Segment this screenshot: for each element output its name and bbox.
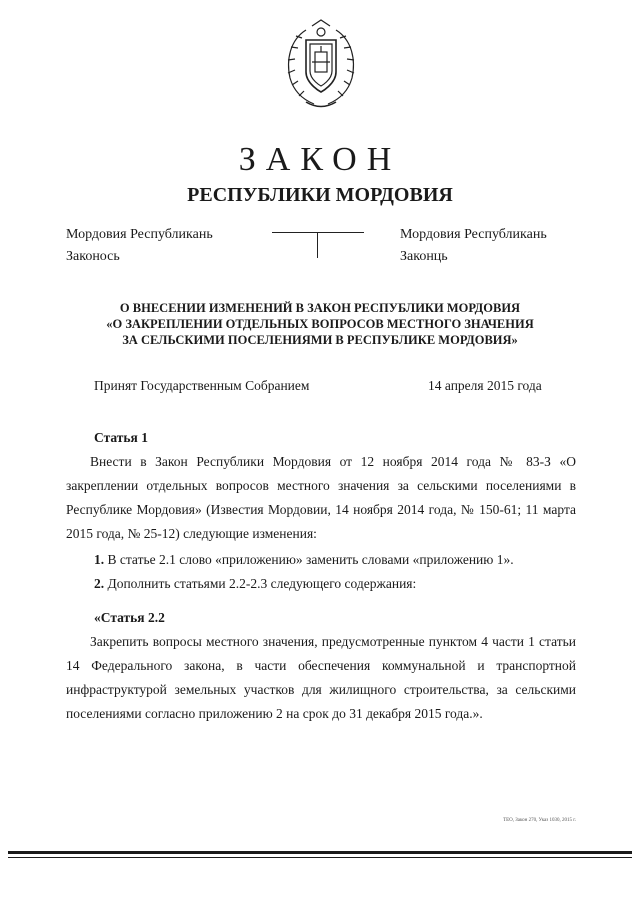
header-right-line2: Законць	[400, 249, 448, 264]
header-right-block	[400, 224, 610, 268]
page-title: ЗАКОН	[238, 141, 402, 178]
header-left-line1: Мордовия Республикань	[66, 227, 213, 242]
footer-rule-thin	[8, 857, 632, 858]
law-title-line2: «О ЗАКРЕПЛЕНИИ ОТДЕЛЬНЫХ ВОПРОСОВ МЕСТНОГО ЗНАЧЕНИЯ	[106, 317, 534, 331]
header-right-line1: Мордовия Республикань	[400, 227, 547, 242]
article-1-intro: Внести в Закон Республики Мордовия от 12 ноября 2014 года № 83-З «О закреплении отдельных вопросов местного значения за сельскими поселениями в Республике Мордовия» (Известия Мордовии, 14 ноября 2014 года, № 150-61; 11 марта 2015 года, № 25-12) следующие изменения:	[66, 454, 576, 541]
law-title-line1: О ВНЕСЕНИИ ИЗМЕНЕНИЙ В ЗАКОН РЕСПУБЛИКИ МОРДОВИЯ	[119, 301, 521, 315]
footer-note: ТЕО, Закон 270, Указ 1030, 2015 г.	[503, 818, 576, 823]
adoption-text: Принят Государственным Собранием	[94, 378, 310, 393]
article-1-item-1-text: В статье 2.1 слово «приложению» заменить словами «приложению 1».	[107, 552, 514, 567]
article-1-item-2-text: Дополнить статьями 2.2-2.3 следующего содержания:	[107, 576, 417, 591]
coat-of-arms-mordovia-icon	[276, 16, 366, 112]
adoption-date: 14 апреля 2015 года	[428, 378, 542, 393]
article-1-item-1-number: 1.	[94, 552, 105, 567]
header-left-block	[66, 224, 276, 268]
article-1-item-2-number: 2.	[94, 576, 105, 591]
article-2-2-heading: «Статья 2.2	[94, 610, 165, 625]
article-2-2-text: Закрепить вопросы местного значения, предусмотренные пунктом 4 части 1 статьи 14 Федерального закона, в части обеспечения коммунальной и транспортной инфраструктурой земельных участков для жилищного строительства, за сельскими поселениями согласно приложению 2 на срок до 31 декабря 2015 года.».	[66, 634, 576, 721]
footer-rule-thick	[8, 851, 632, 854]
header-divider-vertical	[317, 232, 318, 258]
article-1-item-1	[94, 548, 574, 572]
article-1-item-2	[94, 572, 574, 596]
law-title-line3: ЗА СЕЛЬСКИМИ ПОСЕЛЕНИЯМИ В РЕСПУБЛИКЕ МОРДОВИЯ»	[122, 333, 518, 347]
header-divider-horizontal	[272, 232, 364, 233]
coat-of-arms-emblem	[276, 16, 366, 112]
header-left-line2: Законось	[66, 249, 120, 264]
page-subtitle: РЕСПУБЛИКИ МОРДОВИЯ	[187, 184, 453, 206]
article-1-heading: Статья 1	[94, 430, 148, 445]
law-title	[60, 300, 580, 348]
